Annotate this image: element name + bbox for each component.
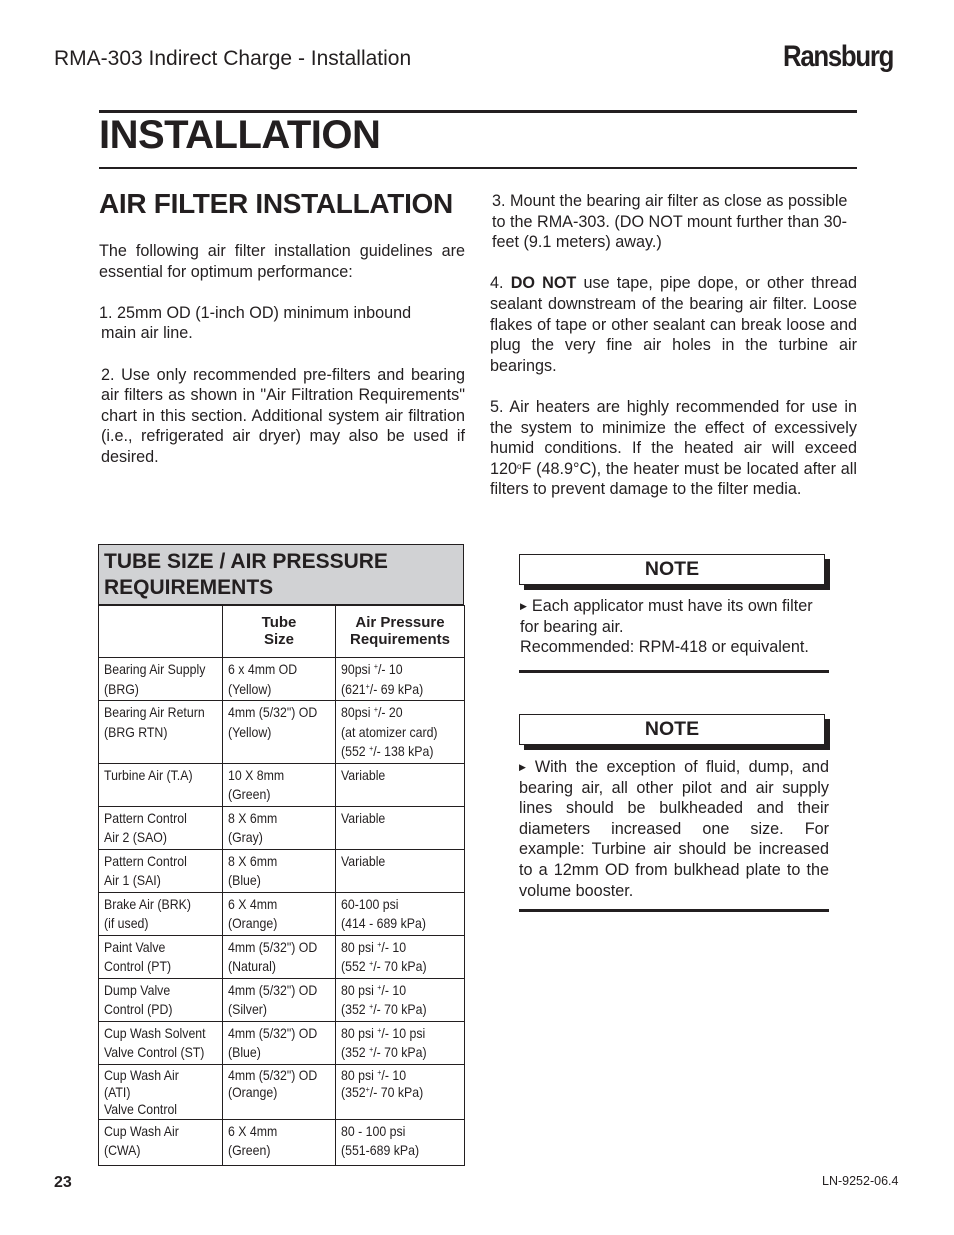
requirements-table [98, 605, 465, 1166]
pressure-line [341, 938, 406, 958]
air-line-name-cell [99, 806, 223, 849]
cell-line: 4mm (5/32") OD [228, 938, 318, 955]
pressure-text: /- 70 kPa) [373, 1044, 427, 1060]
table-row [99, 978, 465, 1021]
pressure-text: /- 10 [381, 981, 407, 998]
air-pressure-cell [336, 763, 465, 806]
guideline-item-1-line-2: main air line. [101, 324, 193, 343]
cell-line: Air 2 (SAO) [104, 829, 167, 845]
cell-line: (BRG RTN) [104, 723, 168, 740]
header-title: RMA-303 Indirect Charge - Installation [54, 47, 412, 70]
air-line-name-cell [99, 658, 223, 701]
table-row [99, 658, 465, 701]
cell-line: (ATI) [104, 1083, 131, 1100]
cell-line: Bearing Air Return [104, 704, 205, 720]
cell-line: (BRG) [104, 680, 139, 697]
table-row [99, 763, 465, 806]
air-pressure-cell [336, 806, 465, 849]
cell-line: 10 X 8mm [228, 766, 285, 783]
cell-line: 6 x 4mm OD [228, 661, 298, 677]
tube-size-cell [223, 849, 336, 892]
cell-line: (Yellow) [228, 723, 272, 740]
degree-mark: o [517, 461, 522, 471]
plus-mark: + [369, 959, 374, 968]
pressure-text: 80 psi [341, 938, 378, 955]
cell-line: 8 X 6mm [228, 809, 278, 826]
tube-size-cell [223, 1064, 336, 1119]
note-2-heading: NOTE [519, 714, 825, 745]
cell-line: 8 X 6mm [228, 852, 278, 869]
cell-line: Turbine Air (T.A) [104, 766, 193, 783]
guideline-item-2: 2. Use only recommended pre-filters and bearing air filters as shown in "Air Filtration Requirements" chart in this section. Additional system air filtration (i.e., refrigerated air dryer) may also be used if desired. [101, 365, 465, 466]
document-code: LN-9252-06.4 [822, 1174, 899, 1188]
guideline-item-5 [490, 397, 857, 500]
pressure-text: 80psi [341, 704, 374, 720]
pressure-line [341, 981, 406, 1001]
pressure-text: (352 [341, 1044, 370, 1060]
tube-size-cell [223, 658, 336, 701]
guideline-item-1-line-1: 1. 25mm OD (1-inch OD) minimum inbound [99, 303, 412, 322]
plus-mark: + [377, 982, 382, 992]
pressure-text: /- 10 [381, 1066, 407, 1083]
table-row [99, 892, 465, 935]
cell-line: Bearing Air Supply [104, 661, 206, 677]
pressure-text: /- 10 psi [381, 1024, 426, 1041]
note-1-line-1: Each applicator must have its own filter for bearing air. [520, 597, 813, 636]
cell-line: 4mm (5/32") OD [228, 981, 318, 998]
pressure-text: /- 69 kPa) [369, 680, 424, 697]
page-number: 23 [54, 1174, 72, 1191]
item-4-emphasis: DO NOT [510, 274, 577, 293]
pressure-text: /- 70 kPa) [369, 1083, 424, 1100]
cell-line: (Gray) [228, 829, 263, 845]
header-name-cell [99, 606, 223, 658]
guideline-item-3: 3. Mount the bearing air filter as close as possible to the RMA-303. (DO NOT mount further than 30-feet (9.1 meters) away.) [492, 192, 848, 252]
note-1-line-2: Recommended: RPM-418 or equivalent. [520, 638, 809, 657]
air-pressure-cell [336, 978, 465, 1021]
pressure-text: (552 [341, 743, 370, 759]
note-2-text [519, 757, 829, 901]
cell-line: (Yellow) [228, 680, 272, 697]
cell-line: 60-100 psi [341, 895, 399, 912]
cell-line: Variable [341, 852, 386, 869]
cell-line: (Green) [228, 786, 271, 802]
header-tube-size: Tube Size [223, 606, 336, 658]
tube-size-cell [223, 935, 336, 978]
table-title: TUBE SIZE / AIR PRESSURE REQUIREMENTS [98, 544, 464, 605]
cell-line: Variable [341, 809, 386, 826]
air-pressure-cell [336, 892, 465, 935]
air-pressure-cell [336, 658, 465, 701]
plus-mark: + [369, 1045, 374, 1054]
plus-mark: + [377, 1067, 382, 1077]
table-body [99, 658, 465, 1166]
air-pressure-cell [336, 701, 465, 764]
arrow-bullet-icon: ▶ [520, 601, 527, 611]
pressure-text: (352 [341, 1083, 366, 1100]
brand-logo: Ransburg [783, 40, 894, 73]
item-5-text-a: 5. Air heaters are highly recommended for use in the system to minimize the effect of excessively humid conditions. If the heated air will exceed 120 [490, 397, 857, 478]
note-1-text [520, 596, 830, 658]
pressure-text: 80 psi [341, 981, 378, 998]
cell-line: 4mm (5/32") OD [228, 1024, 318, 1041]
cell-line: (Blue) [228, 872, 261, 888]
pressure-line [341, 680, 423, 700]
item-4-text: use tape, pipe dope, or other thread sealant downstream of the bearing air filter. Loose flakes of tape or other sealant can break loose and plug the very fine air holes in the turbine air bearings. [490, 274, 858, 375]
air-pressure-cell [336, 1064, 465, 1119]
tube-size-cell [223, 806, 336, 849]
plus-mark: + [365, 681, 370, 691]
cell-line: Valve Control (ST) [104, 1044, 205, 1060]
cell-line: Pattern Control [104, 809, 187, 826]
cell-line: Valve Control [104, 1100, 178, 1117]
pressure-text: /- 70 kPa) [373, 958, 427, 974]
right-column [490, 191, 857, 500]
pressure-text: /- 138 kPa) [373, 743, 434, 759]
title-rule [99, 167, 857, 169]
air-line-name-cell [99, 1119, 223, 1165]
cell-line: (551-689 kPa) [341, 1142, 420, 1158]
plus-mark: + [377, 1025, 382, 1035]
cell-line: 80 - 100 psi [341, 1122, 406, 1139]
air-pressure-cell [336, 849, 465, 892]
cell-line: (414 - 689 kPa) [341, 915, 426, 931]
table-row [99, 1119, 465, 1165]
cell-line: Control (PD) [104, 1001, 173, 1017]
pressure-line [341, 1000, 427, 1020]
air-line-name-cell [99, 1021, 223, 1064]
air-pressure-cell [336, 1119, 465, 1165]
tube-size-cell [223, 701, 336, 764]
note-2-body: With the exception of fluid, dump, and bearing air, all other pilot and air supply lines should be bulkheaded and their diameters increased one size. For example: Turbine air should be increased to a 12mm OD from bulkhead plate to the volume booster. [519, 758, 829, 900]
pressure-text: /- 70 kPa) [373, 1001, 427, 1017]
tube-size-cell [223, 1119, 336, 1165]
cell-line: Pattern Control [104, 852, 187, 869]
section-title: AIR FILTER INSTALLATION [99, 188, 453, 219]
tube-size-table [98, 544, 464, 1166]
air-line-name-cell [99, 701, 223, 764]
cell-line: 6 X 4mm [228, 895, 278, 912]
cell-line: (at atomizer card) [341, 723, 438, 740]
pressure-text: /- 10 [377, 661, 403, 677]
item-5-text-b: F (48.9°C), the heater must be located after all filters to prevent damage to the filter media. [490, 459, 857, 499]
cell-line: Cup Wash Air [104, 1066, 179, 1083]
plus-mark: + [373, 705, 378, 714]
cell-line: 4mm (5/32") OD [228, 704, 318, 720]
pressure-text: 80 psi [341, 1066, 378, 1083]
air-line-name-cell [99, 892, 223, 935]
table-row [99, 701, 465, 764]
cell-line: (if used) [104, 915, 149, 931]
note-1-heading: NOTE [519, 554, 825, 585]
cell-line: (CWA) [104, 1142, 141, 1158]
pressure-line [341, 660, 403, 680]
plus-mark: + [365, 1084, 370, 1094]
air-line-name-cell [99, 849, 223, 892]
cell-line: Variable [341, 766, 386, 783]
tube-size-cell [223, 1021, 336, 1064]
cell-line: Dump Valve [104, 981, 171, 998]
table-header-row [99, 606, 465, 658]
table-row [99, 935, 465, 978]
header-air-pressure: Air Pressure Requirements [336, 606, 465, 658]
left-column [99, 241, 465, 468]
pressure-line [341, 703, 403, 723]
cell-line: (Green) [228, 1142, 271, 1158]
pressure-line [341, 1067, 406, 1084]
cell-line: (Natural) [228, 958, 276, 974]
table-row [99, 1064, 465, 1119]
air-line-name-cell [99, 763, 223, 806]
note-1-rule [519, 670, 829, 673]
pressure-line [341, 1084, 423, 1101]
plus-mark: + [377, 939, 382, 949]
note-2-rule [519, 909, 829, 912]
table-row [99, 849, 465, 892]
cell-line: (Silver) [228, 1001, 268, 1017]
pressure-text: /- 20 [377, 704, 403, 720]
pressure-line [341, 1024, 425, 1044]
cell-line: (Blue) [228, 1044, 261, 1060]
item-4-prefix: 4. [490, 274, 511, 293]
tube-size-cell [223, 892, 336, 935]
cell-line: Control (PT) [104, 958, 172, 974]
pressure-text: 90psi [341, 661, 374, 677]
pressure-line [341, 1043, 427, 1063]
pressure-text: /- 10 [381, 938, 407, 955]
air-pressure-cell [336, 935, 465, 978]
cell-line: Brake Air (BRK) [104, 895, 191, 912]
cell-line: Cup Wash Air [104, 1122, 179, 1139]
pressure-text: (621 [341, 680, 366, 697]
cell-line: 6 X 4mm [228, 1122, 278, 1139]
guideline-item-4 [490, 273, 857, 376]
tube-size-cell [223, 763, 336, 806]
tube-size-cell [223, 978, 336, 1021]
air-line-name-cell [99, 1064, 223, 1119]
air-pressure-cell [336, 1021, 465, 1064]
table-row [99, 1021, 465, 1064]
cell-line: (Orange) [228, 1083, 278, 1100]
plus-mark: + [369, 744, 374, 753]
pressure-text: (552 [341, 958, 370, 974]
cell-line: Air 1 (SAI) [104, 872, 161, 888]
cell-line: (Orange) [228, 915, 278, 931]
pressure-text: (352 [341, 1001, 370, 1017]
guideline-item-1 [99, 303, 465, 344]
pressure-line [341, 742, 433, 762]
table-row [99, 806, 465, 849]
air-line-name-cell [99, 935, 223, 978]
intro-paragraph: The following air filter installation guidelines are essential for optimum performance: [99, 242, 465, 281]
cell-line: Paint Valve [104, 938, 166, 955]
pressure-text: 80 psi [341, 1024, 378, 1041]
plus-mark: + [369, 1002, 374, 1011]
page-title: INSTALLATION [99, 113, 381, 157]
pressure-line [341, 957, 427, 977]
air-line-name-cell [99, 978, 223, 1021]
cell-line: 4mm (5/32") OD [228, 1066, 318, 1083]
cell-line: Cup Wash Solvent [104, 1024, 206, 1041]
plus-mark: + [373, 662, 378, 671]
arrow-bullet-icon: ▶ [519, 762, 530, 772]
